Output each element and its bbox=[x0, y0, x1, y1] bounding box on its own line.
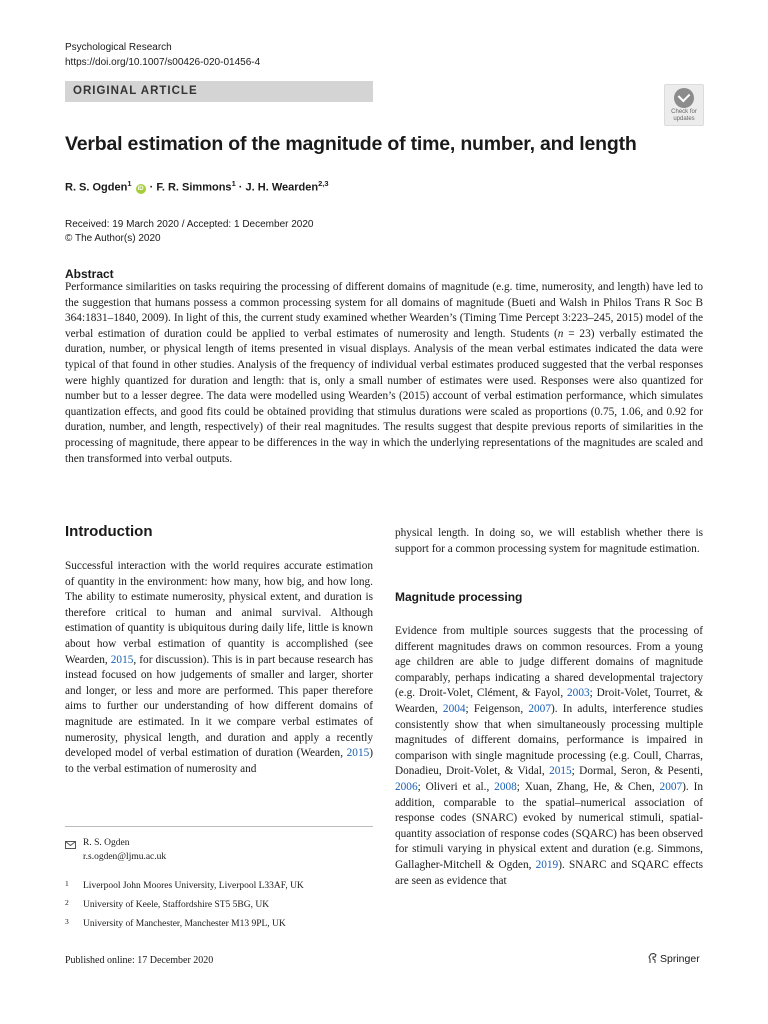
journal-doi[interactable]: https://doi.org/10.1007/s00426-020-01456-4 bbox=[65, 57, 261, 68]
springer-horse-icon bbox=[648, 953, 657, 964]
contact-email[interactable]: r.s.ogden@ljmu.ac.uk bbox=[83, 851, 167, 862]
citation-link[interactable]: 2006 bbox=[395, 780, 418, 793]
footnote-divider bbox=[65, 826, 373, 827]
citation-link[interactable]: 2003 bbox=[567, 687, 590, 700]
springer-logo: Springer bbox=[648, 953, 700, 965]
introduction-body: Successful interaction with the world requires accurate estimation of quantity in the environment: how many, how big, and how long. The ability to estimate numerosity, physical extent, and duration is therefore critical to human and animal survival. Although estimation of quantity is ubiquitous during daily life, little is known about how verbal estimation of quantity is accomplished (see Wearden, 2015, for discussion). This is in part because research has instead focused on how judgements of smaller and larger, shorter and longer, or less and more are performed. This paper therefore aims to further our understanding of how different domains of magnitude are estimated. In it we compare verbal estimates of numerosity, physical length, and duration and apply a recently developed model of verbal estimation of duration (Wearden, 2015) to the verbal estimation of numerosity and bbox=[65, 560, 373, 775]
journal-header bbox=[65, 40, 260, 70]
author-list: R. S. Ogden$^1$ iD · F. R. Simmons$^1$ · J. H. Wearden$^{2,3}$ bbox=[65, 179, 329, 194]
magnitude-processing-body: Evidence from multiple sources suggests that the processing of different magnitudes draws on common resources. From a young age children are able to judge different domains of magnitude comparably, perhaps indicating a shared developmental trajectory (e.g. Droit-Volet, Clément, & Fayol, 2003; Droit-Volet, Tourret, & Wearden, 2004; Feigenson, 2007). In adults, interference studies consistently show that when simultaneously processing multiple magnitudes of different domains, performance is impaired in comparison with single magnitude processing (e.g. Coull, Charras, Donadieu, Droit-Volet, & Vidal, 2015; Dormal, Seron, & Pesenti, 2006; Oliveri et al., 2008; Xuan, Zhang, He, & Chen, 2007). In addition, comparable to the spatial–numerical association of response codes (SNARC) evoked by numerical stimuli, spatial-quantity association of response codes (SQARC) has been observed for stimuli varying in physical extent and duration (e.g. Simmons, Gallagher-Mitchell & Ogden, 2019). SNARC and SQARC effects are seen as evidence that bbox=[395, 625, 704, 887]
citation-link[interactable]: 2004 bbox=[442, 702, 466, 715]
published-online: Published online: 17 December 2020 bbox=[65, 955, 214, 966]
article-dates bbox=[65, 218, 313, 246]
article-type-banner: ORIGINAL ARTICLE bbox=[65, 81, 373, 102]
author-simmons[interactable]: F. R. Simmons bbox=[156, 181, 232, 194]
citation-link[interactable]: 2007 bbox=[659, 780, 683, 793]
author-ogden[interactable]: R. S. Ogden bbox=[65, 181, 128, 194]
citation-link[interactable]: 2007 bbox=[528, 702, 551, 715]
affiliation-3: 3 University of Manchester, Manchester M13 9PL, UK bbox=[65, 917, 286, 929]
affiliation-1: 1 Liverpool John Moores University, Liverpool L33AF, UK bbox=[65, 879, 304, 891]
introduction-heading: Introduction bbox=[65, 523, 153, 540]
orcid-icon[interactable]: iD bbox=[137, 185, 144, 192]
corresponding-author bbox=[83, 837, 166, 864]
badge-label: Check for updates bbox=[671, 109, 697, 122]
abstract-body: Performance similarities on tasks requiring the processing of different domains of magnitude (e.g. time, numerosity, and length) have led to the suggestion that humans possess a common processing system for all domains of magnitude (Bueti and Walsh in Philos Trans R Soc B 364:1831–1840, 2009). In light of this, the current study examined whether Wearden’s (Timing Time Percept 3:223–245, 2015) model of the verbal estimation of duration could be applied to verbal estimates of numerosity and length. Students (n = 23) verbally estimated the duration, number, or physical length of items presented in visual displays. Analysis of the mean verbal estimates indicated the data were typical of that found in other studies. Analysis of the frequency of individual verbal estimates produced suggested that the verbal responses were highly quantized for duration and length: that is, only a small number of estimates were used. Responses were also quantized for number but to a lesser degree. The data were modelled using Wearden’s (2015) account of verbal estimation performance, which simulates quantization effects, and good fits could be obtained providing that stimulus durations were scaled as proportions (0.75, 1.06, and 0.92 for duration, number, and length, respectively) of their real magnitudes. The results suggest that despite previous reports of similarities in the processing of magnitude, there appear to be differences in the way in which the underlying representations of the magnitudes are scaled and then transformed into verbal outputs. bbox=[65, 281, 703, 465]
affiliation-2: 2 University of Keele, Staffordshire ST5 5BG, UK bbox=[65, 898, 270, 910]
contact-name: R. S. Ogden bbox=[83, 838, 130, 848]
author-wearden[interactable]: J. H. Wearden bbox=[245, 181, 319, 194]
citation-link[interactable]: 2015 bbox=[110, 653, 134, 666]
citation-link[interactable]: 2015 bbox=[346, 747, 370, 760]
introduction-continued: physical length. In doing so, we will establish whether there is support for a common processing system for magnitude estimation. bbox=[395, 527, 703, 555]
author-separator: · bbox=[238, 181, 243, 194]
abstract-heading: Abstract bbox=[65, 267, 114, 281]
check-circle-icon bbox=[674, 88, 694, 108]
article-title: Verbal estimation of the magnitude of time, number, and length bbox=[65, 133, 637, 155]
citation-link[interactable]: 2008 bbox=[494, 780, 517, 793]
check-for-updates-badge[interactable] bbox=[664, 84, 704, 126]
citation-link[interactable]: 2015 bbox=[549, 765, 572, 778]
magnitude-processing-heading: Magnitude processing bbox=[395, 590, 523, 604]
copyright: © The Author(s) 2020 bbox=[65, 233, 161, 244]
received-accepted: Received: 19 March 2020 / Accepted: 1 December 2020 bbox=[65, 219, 314, 230]
citation-link[interactable]: 2019 bbox=[535, 858, 559, 871]
envelope-icon bbox=[65, 840, 76, 852]
journal-name: Psychological Research bbox=[65, 42, 172, 53]
author-separator: · bbox=[149, 181, 154, 194]
